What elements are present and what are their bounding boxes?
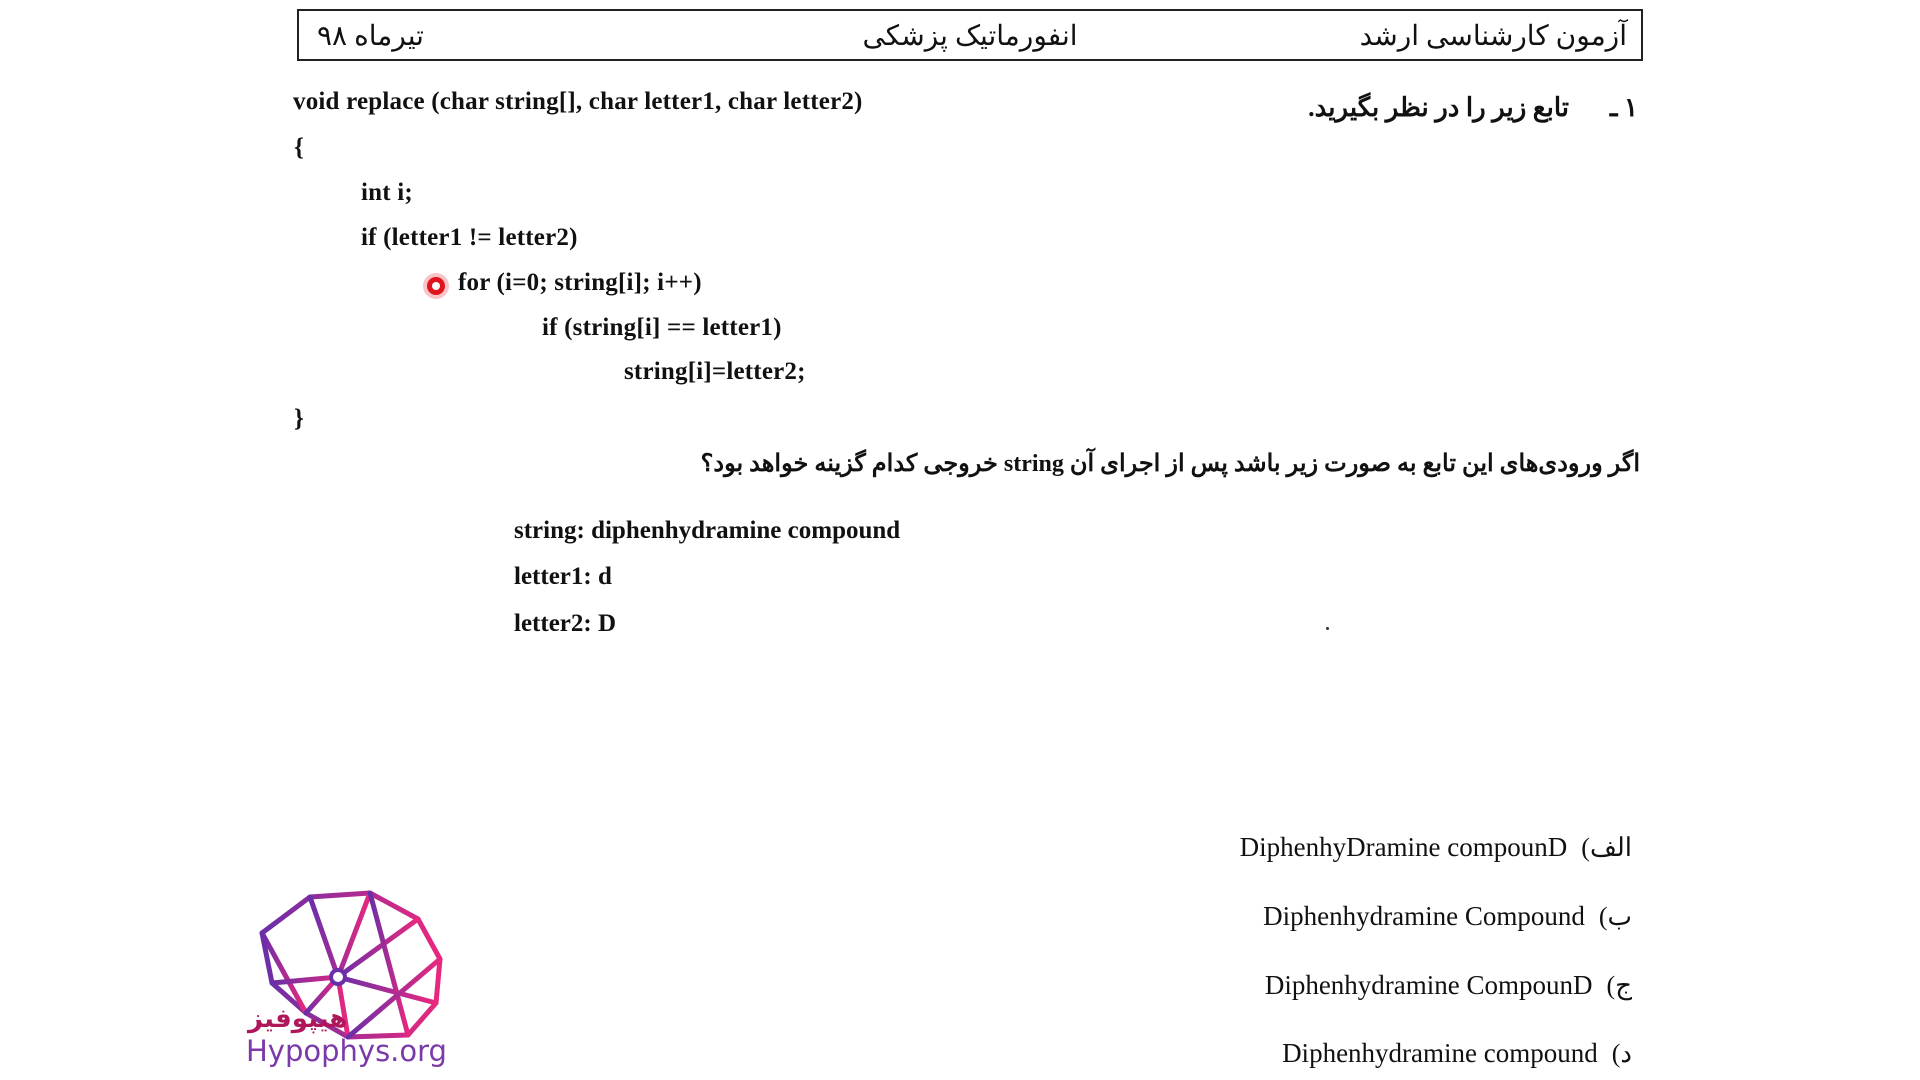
option-mark: ج) [1606,970,1632,1000]
input-letter1: letter1: d [514,563,612,590]
exam-subject: انفورماتیک پزشکی [862,21,1078,52]
option-text: DiphenhyDramine compounD [1239,832,1568,862]
logo-name-en: Hypophys.org [246,1034,447,1068]
code-line-for: for (i=0; string[i]; i++) [458,269,702,296]
code-line-inner-if: if (string[i] == letter1) [542,314,782,341]
option-mark: الف) [1581,832,1632,862]
exam-header [297,9,1643,61]
option-alef[interactable] [1240,832,1632,863]
option-text: Diphenhydramine compound [1282,1038,1598,1068]
logo-name-fa: هیپوفیز [248,1004,348,1034]
question-number: ۱ ـ [1609,93,1638,122]
exam-date: تیرماه ۹۸ [317,21,424,52]
code-line-signature: void replace (char string[], char letter1, char letter2) [293,88,863,115]
option-mark: د) [1611,1038,1632,1068]
code-line-declaration: int i; [361,179,413,206]
question-prompt: اگر ورودی‌های این تابع به صورت زیر باشد پس از اجرای آن string خروجی کدام گزینه خواهد بود؟ [700,451,1640,477]
code-line-if: if (letter1 != letter2) [361,224,578,251]
input-letter2: letter2: D [514,610,617,637]
pointer-marker [427,277,445,295]
question-intro: تابع زیر را در نظر بگیرید. [1308,93,1569,122]
code-line-close-brace: } [294,405,305,432]
option-be[interactable] [1263,901,1632,932]
code-line-assign: string[i]=letter2; [624,358,806,385]
option-text: Diphenhydramine Compound [1263,901,1585,931]
option-text: Diphenhydramine CompounD [1264,970,1593,1000]
code-line-open-brace: { [294,134,305,161]
option-dal[interactable] [1282,1038,1632,1069]
input-string: string: diphenhydramine compound [514,517,901,544]
stray-dot [1326,627,1329,630]
exam-title: آزمون کارشناسی ارشد [1359,21,1627,52]
option-jim[interactable] [1265,970,1632,1001]
option-mark: ب) [1598,901,1632,931]
